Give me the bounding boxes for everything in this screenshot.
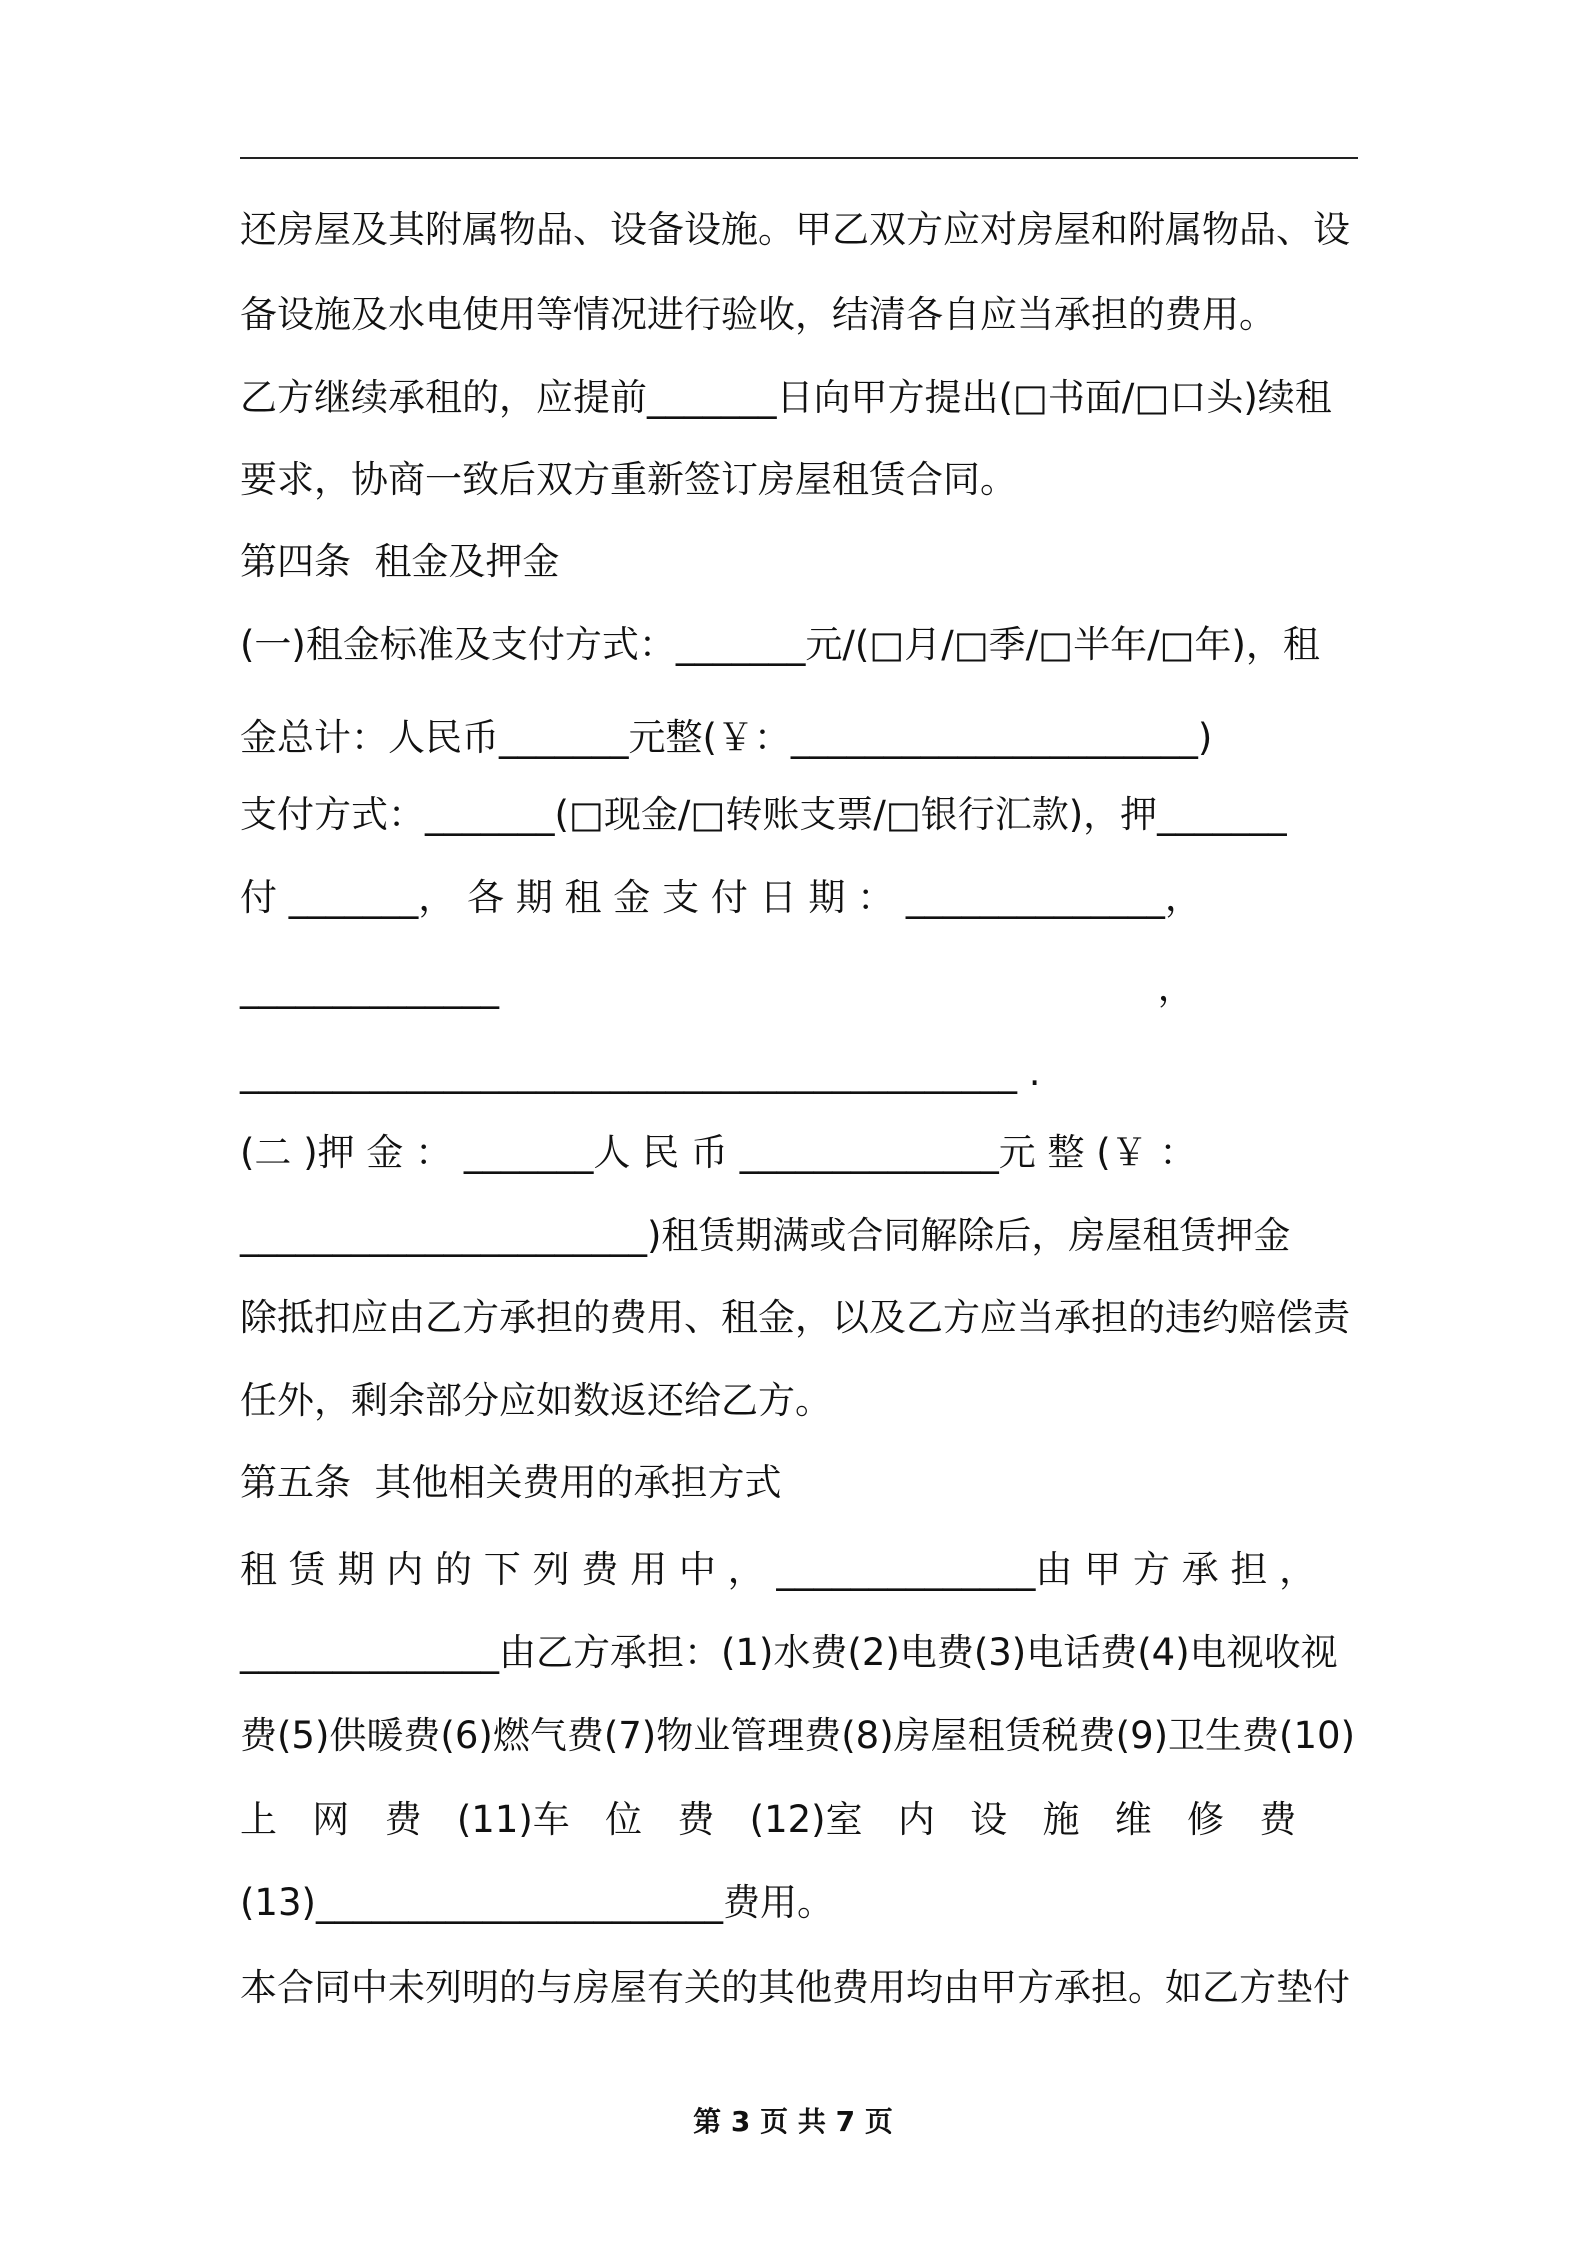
text-line: 要求，协商一致后双方重新签订房屋租赁合同。 [240, 458, 1017, 501]
text-line: 金总计：人民币_______元整(￥：______________________) [240, 716, 1213, 759]
text-line: 还房屋及其附属物品、设备设施。甲乙双方应对房屋和附属物品、设 [240, 208, 1350, 251]
header-rule [240, 157, 1358, 159]
text-line: 支付方式：_______(□现金/□转账支票/□银行汇款)，押_______ [240, 793, 1287, 836]
text-line: 本合同中未列明的与房屋有关的其他费用均由甲方承担。如乙方垫付 [240, 1966, 1350, 2009]
text-line: ______________________)租赁期满或合同解除后，房屋租赁押金 [240, 1214, 1291, 1257]
text-line: 付 _______， 各 期 租 金 支 付 日 期 ： ______________， [240, 876, 1202, 919]
section-heading: 第五条 其他相关费用的承担方式 [240, 1461, 782, 1504]
section-heading: 第四条 租金及押金 [240, 540, 560, 583]
text-line: 乙方继续承租的，应提前_______日向甲方提出(□书面/□口头)续租 [240, 376, 1332, 419]
text-line: ______________由乙方承担：(1)水费(2)电费(3)电话费(4)电视收视 [240, 1631, 1338, 1674]
text-line: 费(5)供暖费(6)燃气费(7)物业管理费(8)房屋租赁税费(9)卫生费(10) [240, 1714, 1356, 1757]
text-line: 除抵扣应由乙方承担的费用、租金，以及乙方应当承担的违约赔偿责 [240, 1296, 1350, 1339]
text-line: 租 赁 期 内 的 下 列 费 用 中 ， ______________由 甲 方 承 担 ， [240, 1548, 1317, 1591]
text-line: (二 )押 金 ： _______人 民 币 ______________元 整 (￥ ： [240, 1131, 1197, 1174]
text-line: 备设施及水电使用等情况进行验收，结清各自应当承担的费用。 [240, 293, 1276, 336]
text-line: __________________________________________ . [240, 1051, 1041, 1094]
text-line: (一)租金标准及支付方式：_______元/(□月/□季/□半年/□年)，租 [240, 623, 1320, 666]
text-line: (13)______________________费用。 [240, 1881, 834, 1924]
text-line: ______________ ， [240, 966, 1195, 1009]
text-line: 上 网 费 (11)车 位 费 (12)室 内 设 施 维 修 费 [240, 1798, 1297, 1841]
text-line: 任外，剩余部分应如数返还给乙方。 [240, 1379, 832, 1422]
page-number: 第 3 页 共 7 页 [693, 2105, 893, 2138]
